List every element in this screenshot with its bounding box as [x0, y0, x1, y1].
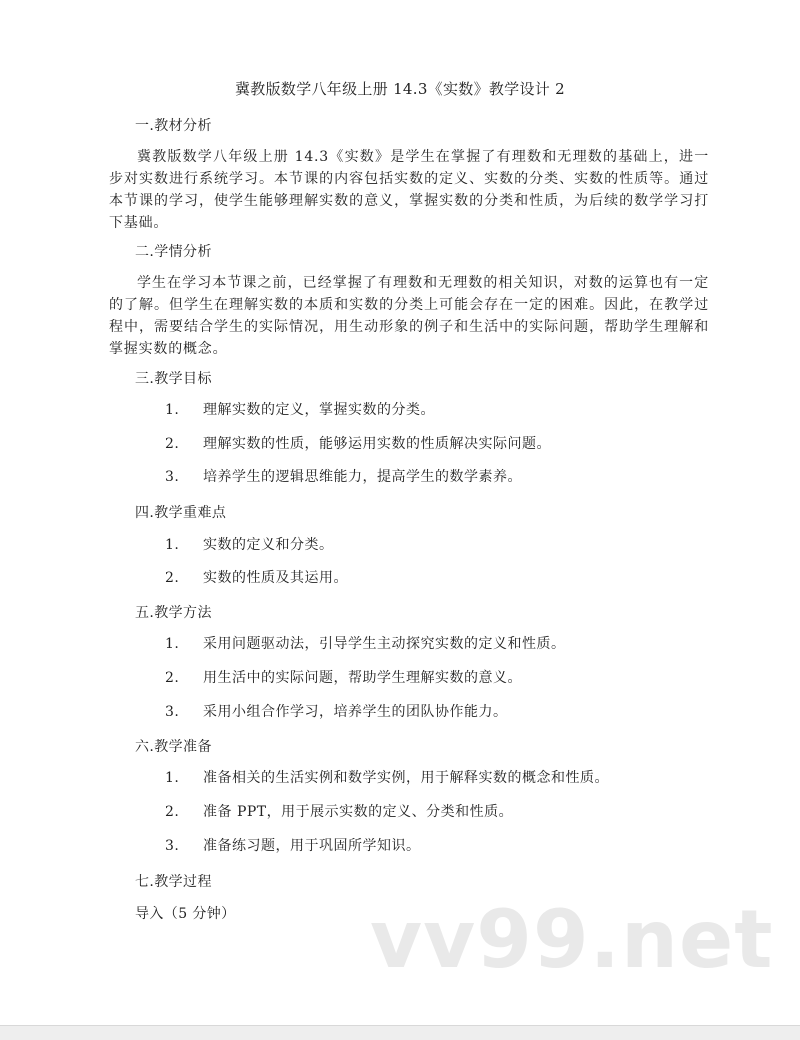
list-item	[165, 802, 513, 822]
intro-label: 导入（5 分钟）	[135, 906, 236, 922]
list-number: 1.	[165, 770, 180, 786]
list-item	[165, 702, 508, 722]
section-heading-teaching-preparation: 六.教学准备	[135, 739, 212, 755]
list-text: 理解实数的性质，能够运用实数的性质解决实际问题。	[203, 436, 551, 452]
list-number: 2.	[165, 570, 180, 586]
list-item	[165, 568, 348, 588]
document-title: 冀教版数学八年级上册 14.3《实数》教学设计 2	[235, 80, 565, 98]
list-text: 采用小组合作学习，培养学生的团队协作能力。	[203, 704, 508, 720]
list-item	[165, 836, 421, 856]
list-number: 2.	[165, 670, 180, 686]
list-number: 1.	[165, 537, 180, 553]
section-heading-teaching-methods: 五.教学方法	[135, 605, 212, 621]
list-number: 3.	[165, 838, 180, 854]
list-text: 实数的定义和分类。	[203, 537, 334, 553]
list-item	[165, 535, 334, 555]
page-bottom-border	[0, 1025, 800, 1040]
section-heading-teaching-goals: 三.教学目标	[135, 371, 212, 387]
paragraph-student-analysis: 学生在学习本节课之前，已经掌握了有理数和无理数的相关知识，对数的运算也有一定的了解。但学生在理解实数的本质和实数的分类上可能会存在一定的困难。因此，在教学过程中，需要结合学生的实际情况，用生动形象的例子和生活中的实际问题，帮助学生理解和掌握实数的概念。	[109, 275, 709, 357]
list-text: 培养学生的逻辑思维能力，提高学生的数学素养。	[203, 469, 522, 485]
list-text: 用生活中的实际问题，帮助学生理解实数的意义。	[203, 670, 522, 686]
section-heading-key-points: 四.教学重难点	[135, 505, 227, 521]
watermark: vv99.net	[370, 893, 774, 986]
section-heading-textbook-analysis: 一.教材分析	[135, 118, 212, 134]
list-item	[165, 668, 522, 688]
list-item	[165, 768, 609, 788]
section-heading-teaching-process: 七.教学过程	[135, 874, 212, 890]
list-item	[165, 467, 522, 487]
list-text: 准备相关的生活实例和数学实例，用于解释实数的概念和性质。	[203, 770, 609, 786]
list-text: 采用问题驱动法，引导学生主动探究实数的定义和性质。	[203, 636, 566, 652]
section-heading-student-analysis: 二.学情分析	[135, 244, 212, 260]
list-number: 3.	[165, 704, 180, 720]
list-number: 1.	[165, 402, 180, 418]
list-text: 准备 PPT，用于展示实数的定义、分类和性质。	[203, 804, 514, 820]
list-number: 1.	[165, 636, 180, 652]
list-text: 实数的性质及其运用。	[203, 570, 348, 586]
list-number: 2.	[165, 804, 180, 820]
list-number: 2.	[165, 436, 180, 452]
list-text: 理解实数的定义，掌握实数的分类。	[203, 402, 435, 418]
list-text: 准备练习题，用于巩固所学知识。	[203, 838, 421, 854]
list-item	[165, 434, 551, 454]
list-number: 3.	[165, 469, 180, 485]
paragraph-textbook-analysis: 冀教版数学八年级上册 14.3《实数》是学生在掌握了有理数和无理数的基础上，进一步对实数进行系统学习。本节课的内容包括实数的定义、实数的分类、实数的性质等。通过本节课的学习，使学生能够理解实数的意义，掌握实数的分类和性质，为后续的数学学习打下基础。	[109, 149, 709, 231]
list-item	[165, 400, 435, 420]
list-item	[165, 634, 566, 654]
